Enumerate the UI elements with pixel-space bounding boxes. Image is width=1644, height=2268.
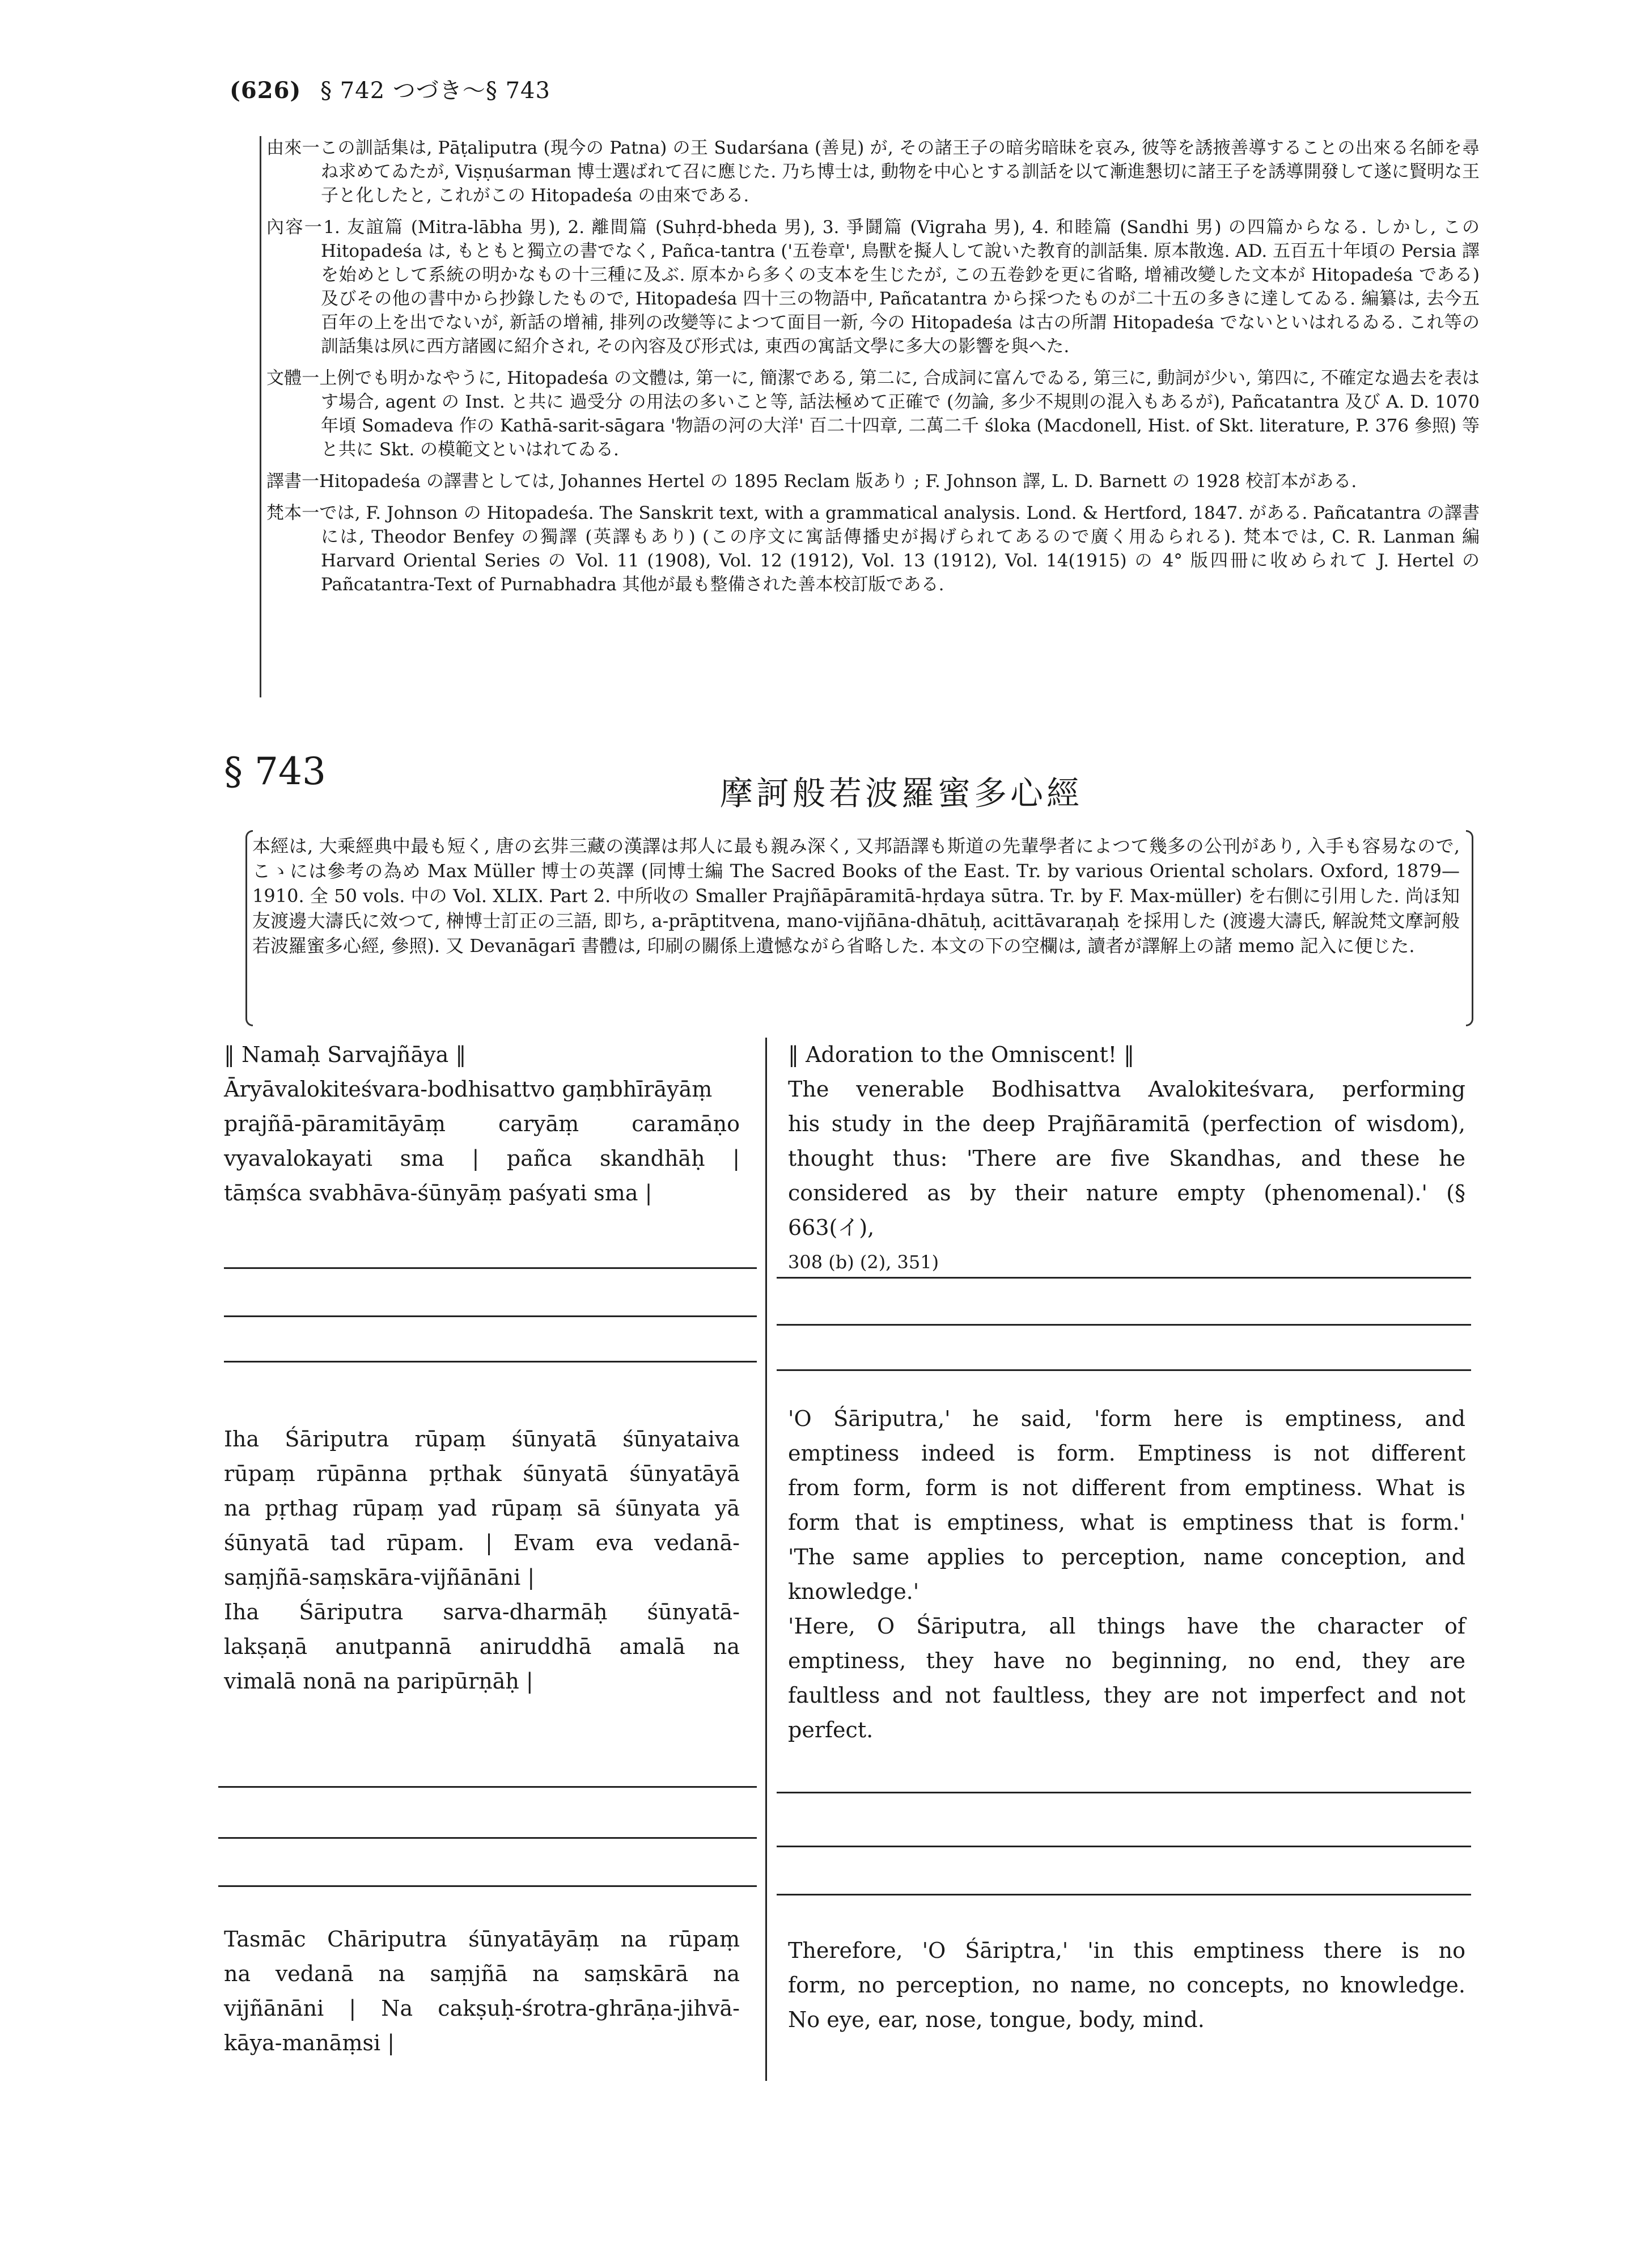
note-sanskrit-editions [266, 501, 1480, 596]
note-style [266, 366, 1480, 462]
sanskrit-line: saṃjñā-saṃskāra-vijñānāni | [224, 1565, 535, 1590]
sanskrit-line: kāya-manāṃsi | [224, 2030, 395, 2055]
memo-line [218, 1885, 757, 1887]
section-title: 摩訶般若波羅蜜多心經 [720, 774, 1083, 813]
note-label: 文體 [266, 368, 302, 388]
note-text: 一Hitopadeśa の譯書としては, Johannes Hertel の 1895 Reclam 版あり ; F. Johnson 譯, L. D. Barnett の 1928 校訂本がある. [302, 471, 1357, 492]
sanskrit-line: Āryāvalokiteśvara-bodhisattvo gaṃbhīrāyāṃ [224, 1077, 713, 1102]
section-number: § 743 [224, 750, 326, 793]
english-line: from form, form is not different from emptiness. What is [788, 1475, 1465, 1500]
english-block-1 [788, 1038, 1465, 1280]
note-text: 一では, F. Johnson の Hitopadeśa. The Sanskrit text, with a grammatical analysis. Lond. & Hertford, 1847. がある. Pañcatantra の譯書には, Theodor Benfey の獨譯 (英譯もあり) (この序文に寓話傳播史が揭げられてあるので廣く用ゐられる). 梵本では, C. R. Lanman 編 Harvard Oriental Series の Vol. 11 (1908), Vol. 12 (1912), Vol. 13 (1912), Vol. 14(1915) の 4° 版四冊に收められて J. Hertel の Pañcatantra-Text of Purnabhadra 其他が最も整備された善本校訂版である. [302, 503, 1480, 595]
sanskrit-line: vijñānāni | Na cakṣuḥ-śrotra-ghrāṇa-jihvā- [224, 1996, 740, 2021]
note-translations [266, 469, 1480, 493]
intro-left-bracket [245, 830, 253, 1026]
english-line: Therefore, 'O Śāriptra,' 'in this emptiness there is no [788, 1938, 1465, 1963]
english-line: 'The same applies to perception, name conception, and [788, 1545, 1465, 1569]
sanskrit-line: na vedanā na saṃjñā na saṃskārā na [224, 1961, 740, 1986]
section-reference: § 742 つづき～§ 743 [320, 78, 550, 104]
note-label: 由來 [266, 138, 302, 158]
english-line: form that is emptiness, what is emptiness that is form.' [788, 1510, 1465, 1535]
intro-text: 本經は, 大乘經典中最も短く, 唐の玄弉三藏の漢譯は邦人に最も親み深く, 又邦語譯も斯道の先輩學者によつて幾多の公刊があり, 入手も容易なので, こゝには參考の為め Max Müller 博士の英譯 (同博士編 The Sacred Books of the East. Tr. by various Oriental scholars. Oxford, 1879—1910. 全 50 vols. 中の Vol. XLIX. Part 2. 中所收の Smaller Prajñāpāramitā-hṛdaya sūtra. Tr. by F. Max-müller) を右側に引用した. 尚ほ知友渡邊大濤氏に效つて, 榊博士訂正の三語, 即ち, a-prāptitvena, mano-vijñāna-dhātuḥ, acittāvaraṇaḥ を採用した (渡邊大濤氏, 解說梵文摩訶般若波羅蜜多心經, 參照). 又 Devanāgarī 書體は, 印刷の關係上遺憾ながら省略した. 本文の下の空欄は, 讀者が譯解上の諸 memo 記入に便じた. [252, 835, 1460, 957]
memo-line [218, 1837, 757, 1839]
english-line: No eye, ear, nose, tongue, body, mind. [788, 2007, 1205, 2032]
sanskrit-line: na pṛthag rūpaṃ yad rūpaṃ sā śūnyata yā [224, 1496, 740, 1521]
english-block-3 [788, 1933, 1465, 2037]
english-line: The venerable Bodhisattva Avalokiteśvara, performing [788, 1077, 1465, 1102]
note-contents [266, 215, 1480, 358]
note-label: 譯書 [266, 471, 302, 492]
sanskrit-block-3 [224, 1922, 740, 2060]
note-text: 一1. 友誼篇 (Mitra-lābha 男), 2. 離間篇 (Suhṛd-bheda 男), 3. 爭鬪篇 (Vigraha 男), 4. 和睦篇 (Sandhi 男) の四篇からなる. しかし, この Hitopadeśa は, もともと獨立の書でなく, Pañca-tantra ('五卷章', 鳥獸を擬人して說いた教育的訓話集. 原本散逸. AD. 五百五十年頃の Persia 譯を始めとして系統の明かなもの十三種に及ぶ. 原本から多くの支本を生じたが, この五卷鈔を更に省略, 增補改變した文本が Hitopadeśa である) 及びその他の書中から抄錄したもので, Hitopadeśa 四十三の物語中, Pañcatantra から採つたものが二十五の多きに達してゐる. 編纂は, 去今五百年の上を出でないが, 新話の增補, 排列の改變等によつて面目一新, 今の Hitopadeśa は古の所謂 Hitopadeśa でないといはれるゐる. これ等の訓話集は夙に西方諸國に紹介され, その內容及び形式は, 東西の寓話文學に多大の影響を與へた. [304, 217, 1480, 357]
page-number: (626) [230, 77, 302, 104]
sanskrit-line: vimalā nonā na paripūrṇāḥ | [224, 1669, 533, 1694]
english-line: perfect. [788, 1717, 874, 1742]
section-intro [252, 833, 1460, 958]
note-text: 一上例でも明かなやうに, Hitopadeśa の文體は, 第一に, 簡潔である, 第二に, 合成詞に富んでゐる, 第三に, 動詞が少い, 第四に, 不確定な過去を表はす場合, agent の Inst. と共に 過受分 の用法の多いこと等, 話法極めて正確で (勿論, 多少不規則の混入もあるが), Pañcatantra 及び A. D. 1070 年頃 Somadeva 作の Kathā-sarit-sāgara '物語の河の大洋' 百二十四章, 二萬二千 śloka (Macdonell, Hist. of Skt. literature, P. 376 參照) 等と共に Skt. の模範文といはれてゐる. [302, 368, 1480, 460]
sanskrit-line: vyavalokayati sma | pañca skandhāḥ | [224, 1146, 740, 1171]
english-line: knowledge.' [788, 1579, 920, 1604]
memo-line [224, 1361, 757, 1363]
sanskrit-line: Iha Śāriputra rūpaṃ śūnyatā śūnyataiva [224, 1427, 740, 1452]
english-block-2 [788, 1402, 1465, 1747]
sanskrit-block-1 [224, 1038, 740, 1211]
memo-line [777, 1324, 1471, 1326]
memo-line [218, 1786, 757, 1788]
memo-line [777, 1792, 1471, 1793]
memo-line [777, 1846, 1471, 1847]
note-label: 內容 [266, 217, 304, 238]
note-origin [266, 136, 1480, 208]
english-line: faultless and not faultless, they are not imperfect and not [788, 1683, 1465, 1708]
english-line: thought thus: 'There are five Skandhas, and these he [788, 1146, 1465, 1171]
intro-right-bracket [1466, 830, 1473, 1026]
english-line: emptiness indeed is form. Emptiness is not different [788, 1441, 1465, 1466]
sanskrit-line: śūnyatā tad rūpam. | Evam eva vedanā- [224, 1530, 740, 1555]
sanskrit-line: tāṃśca svabhāva-śūnyāṃ paśyati sma | [224, 1180, 652, 1205]
sanskrit-block-2 [224, 1422, 740, 1699]
english-line: form, no perception, no name, no concepts, no knowledge. [788, 1973, 1465, 1998]
memo-line [224, 1267, 757, 1269]
english-line: 'Here, O Śāriputra, all things have the character of [788, 1614, 1465, 1639]
notes-left-rule [260, 136, 261, 697]
memo-line [224, 1315, 757, 1317]
note-label: 梵本 [266, 503, 302, 523]
page-header [230, 73, 550, 105]
sanskrit-line: rūpaṃ rūpānna pṛthak śūnyatā śūnyatāyā [224, 1461, 740, 1486]
english-line: his study in the deep Prajñāramitā (perfection of wisdom), [788, 1111, 1465, 1136]
notes-block [266, 136, 1480, 604]
memo-line [777, 1369, 1471, 1371]
sanskrit-line: ‖ Namaḥ Sarvajñāya ‖ [224, 1042, 467, 1067]
sanskrit-line: Iha Śāriputra sarva-dharmāḥ śūnyatā- [224, 1600, 740, 1624]
note-text: 一この訓話集は, Pāṭaliputra (現今の Patna) の王 Sudarśana (善見) が, その諸王子の暗劣暗昧を哀み, 彼等を誘掖善導することの出來る名師を尋ね求めてゐたが, Viṣṇuśarman 博士選ばれて召に應じた. 乃ち博士は, 動物を中心とする訓話を以て漸進懇切に諸王子を誘導開發して遂に賢明な王子と化したと, これがこの Hitopadeśa の由來である. [302, 138, 1480, 206]
sanskrit-line: prajñā-pāramitāyāṃ caryāṃ caramāṇo [224, 1111, 740, 1136]
english-line: 'O Śāriputra,' he said, 'form here is emptiness, and [788, 1406, 1465, 1431]
english-line: considered as by their nature empty (phenomenal).' (§ 663(イ), [788, 1180, 1465, 1240]
sanskrit-line: lakṣaṇā anutpannā aniruddhā amalā na [224, 1634, 740, 1659]
sanskrit-line: Tasmāc Chāriputra śūnyatāyāṃ na rūpaṃ [224, 1927, 740, 1952]
memo-line [777, 1894, 1471, 1895]
english-line: ‖ Adoration to the Omniscent! ‖ [788, 1042, 1135, 1067]
english-line: 308 (b) (2), 351) [788, 1251, 939, 1273]
column-divider [765, 1038, 767, 2081]
english-line: emptiness, they have no beginning, no end, they are [788, 1648, 1465, 1673]
